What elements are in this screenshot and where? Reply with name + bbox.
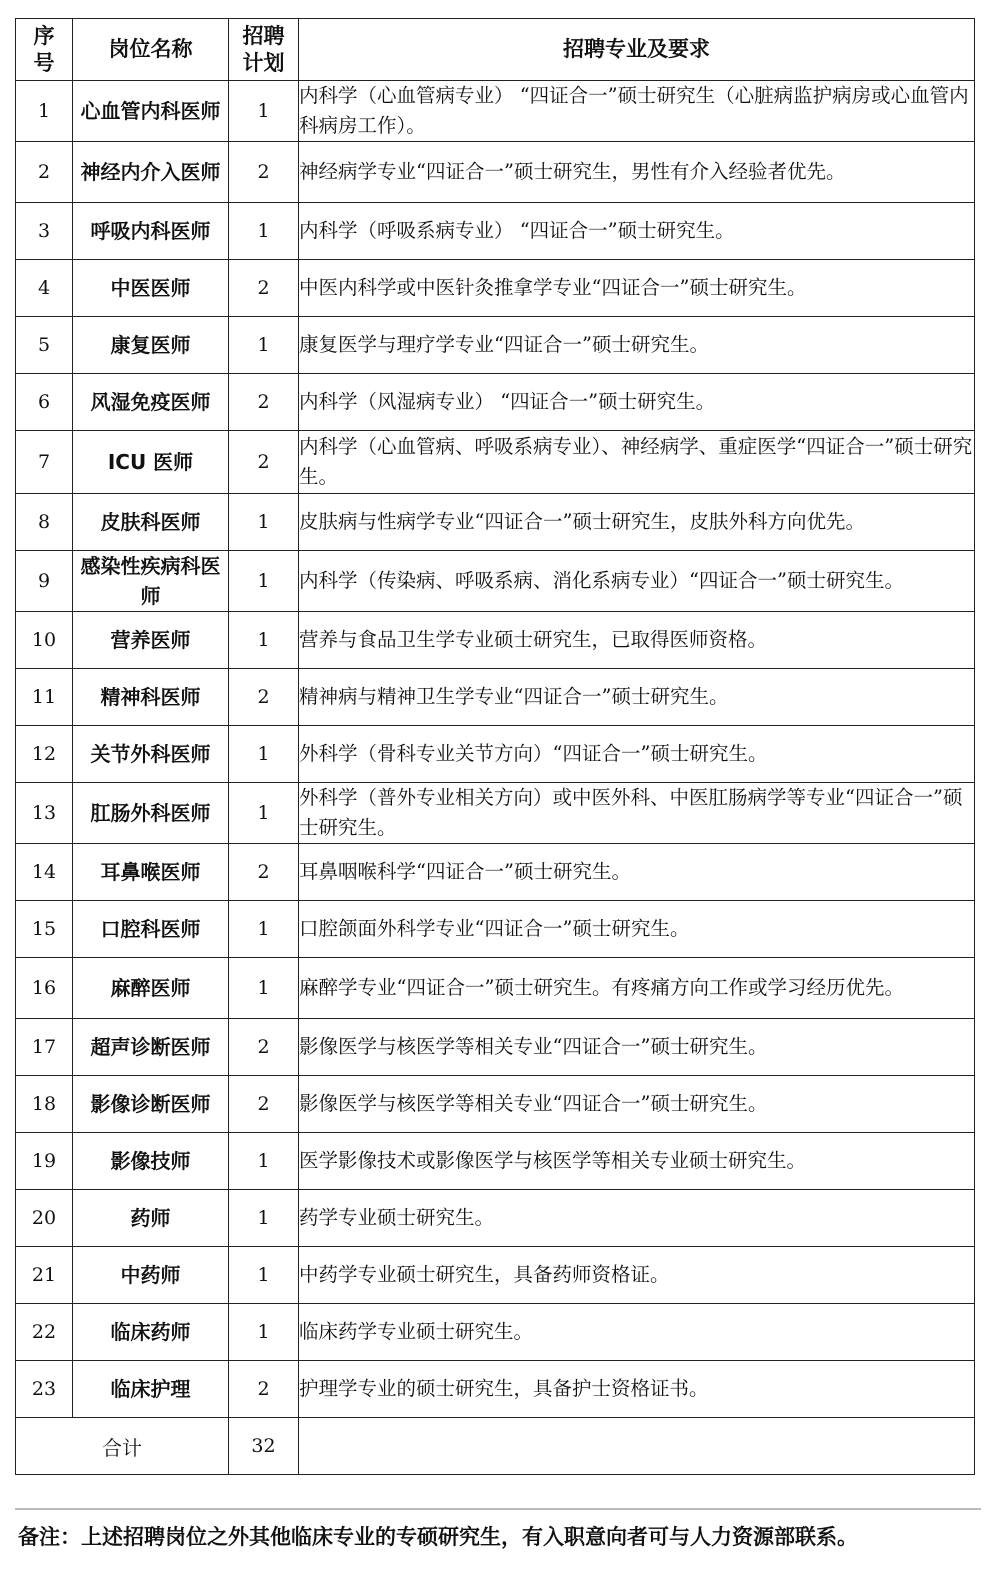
table-row: [16, 317, 975, 374]
row-recruit-count: 1: [229, 494, 299, 551]
row-recruit-count: 2: [229, 1361, 299, 1418]
row-serial-number: 14: [16, 844, 73, 901]
header-position-name: 岗位名称: [73, 19, 229, 81]
table-row: [16, 1019, 975, 1076]
row-position-name: 影像诊断医师: [73, 1076, 229, 1133]
header-recruit-plan: 招聘计划: [229, 19, 299, 81]
row-requirements: 康复医学与理疗学专业“四证合一”硕士研究生。: [299, 317, 975, 374]
table-row: [16, 901, 975, 958]
row-serial-number: 16: [16, 958, 73, 1019]
total-requirements: [299, 1418, 975, 1475]
row-recruit-count: 2: [229, 669, 299, 726]
row-requirements: 皮肤病与性病学专业“四证合一”硕士研究生，皮肤外科方向优先。: [299, 494, 975, 551]
row-position-name: 神经内介入医师: [73, 142, 229, 203]
row-position-name: 肛肠外科医师: [73, 783, 229, 844]
row-requirements: 麻醉学专业“四证合一”硕士研究生。有疼痛方向工作或学习经历优先。: [299, 958, 975, 1019]
table-row: [16, 726, 975, 783]
row-serial-number: 22: [16, 1304, 73, 1361]
row-requirements: 营养与食品卫生学专业硕士研究生，已取得医师资格。: [299, 612, 975, 669]
row-recruit-count: 1: [229, 1304, 299, 1361]
row-position-name: 呼吸内科医师: [73, 203, 229, 260]
row-requirements: 口腔颌面外科学专业“四证合一”硕士研究生。: [299, 901, 975, 958]
recruitment-table-container: [15, 18, 974, 1475]
row-position-name: 超声诊断医师: [73, 1019, 229, 1076]
row-serial-number: 20: [16, 1190, 73, 1247]
row-requirements: 内科学（风湿病专业） “四证合一”硕士研究生。: [299, 374, 975, 431]
row-requirements: 外科学（骨科专业关节方向）“四证合一”硕士研究生。: [299, 726, 975, 783]
row-requirements: 中药学专业硕士研究生，具备药师资格证。: [299, 1247, 975, 1304]
table-row: [16, 374, 975, 431]
row-serial-number: 2: [16, 142, 73, 203]
row-requirements: 影像医学与核医学等相关专业“四证合一”硕士研究生。: [299, 1076, 975, 1133]
row-serial-number: 6: [16, 374, 73, 431]
row-serial-number: 3: [16, 203, 73, 260]
row-recruit-count: 1: [229, 612, 299, 669]
header-serial-number: 序号: [16, 19, 73, 81]
table-row: [16, 1133, 975, 1190]
row-serial-number: 12: [16, 726, 73, 783]
table-row: [16, 1304, 975, 1361]
row-requirements: 精神病与精神卫生学专业“四证合一”硕士研究生。: [299, 669, 975, 726]
row-recruit-count: 1: [229, 317, 299, 374]
row-requirements: 临床药学专业硕士研究生。: [299, 1304, 975, 1361]
row-position-name: ICU 医师: [73, 431, 229, 494]
row-requirements: 中医内科学或中医针灸推拿学专业“四证合一”硕士研究生。: [299, 260, 975, 317]
table-row: [16, 958, 975, 1019]
row-recruit-count: 1: [229, 726, 299, 783]
row-position-name: 关节外科医师: [73, 726, 229, 783]
row-requirements: 神经病学专业“四证合一”硕士研究生，男性有介入经验者优先。: [299, 142, 975, 203]
row-recruit-count: 1: [229, 203, 299, 260]
note-divider: [15, 1508, 981, 1510]
row-position-name: 风湿免疫医师: [73, 374, 229, 431]
row-position-name: 中医医师: [73, 260, 229, 317]
row-position-name: 心血管内科医师: [73, 81, 229, 142]
row-recruit-count: 2: [229, 374, 299, 431]
row-recruit-count: 1: [229, 901, 299, 958]
row-position-name: 感染性疾病科医师: [73, 551, 229, 612]
row-position-name: 影像技师: [73, 1133, 229, 1190]
row-serial-number: 1: [16, 81, 73, 142]
table-row: [16, 494, 975, 551]
row-serial-number: 5: [16, 317, 73, 374]
row-recruit-count: 1: [229, 1247, 299, 1304]
row-requirements: 影像医学与核医学等相关专业“四证合一”硕士研究生。: [299, 1019, 975, 1076]
row-position-name: 康复医师: [73, 317, 229, 374]
header-requirements: 招聘专业及要求: [299, 19, 975, 81]
table-row: [16, 1076, 975, 1133]
table-row: [16, 612, 975, 669]
row-serial-number: 23: [16, 1361, 73, 1418]
row-serial-number: 19: [16, 1133, 73, 1190]
row-serial-number: 4: [16, 260, 73, 317]
row-recruit-count: 1: [229, 81, 299, 142]
row-serial-number: 7: [16, 431, 73, 494]
row-serial-number: 10: [16, 612, 73, 669]
row-position-name: 药师: [73, 1190, 229, 1247]
row-serial-number: 13: [16, 783, 73, 844]
row-recruit-count: 1: [229, 958, 299, 1019]
row-position-name: 皮肤科医师: [73, 494, 229, 551]
table-row: [16, 1247, 975, 1304]
row-recruit-count: 2: [229, 142, 299, 203]
row-position-name: 中药师: [73, 1247, 229, 1304]
table-row: [16, 669, 975, 726]
row-serial-number: 21: [16, 1247, 73, 1304]
row-position-name: 精神科医师: [73, 669, 229, 726]
footnote: 备注：上述招聘岗位之外其他临床专业的专硕研究生，有入职意向者可与人力资源部联系。: [18, 1525, 858, 1549]
row-position-name: 临床药师: [73, 1304, 229, 1361]
row-recruit-count: 1: [229, 1190, 299, 1247]
row-recruit-count: 1: [229, 551, 299, 612]
row-requirements: 外科学（普外专业相关方向）或中医外科、中医肛肠病学等专业“四证合一”硕士研究生。: [299, 783, 975, 844]
table-row: [16, 142, 975, 203]
row-recruit-count: 2: [229, 844, 299, 901]
row-requirements: 护理学专业的硕士研究生，具备护士资格证书。: [299, 1361, 975, 1418]
row-serial-number: 15: [16, 901, 73, 958]
row-serial-number: 11: [16, 669, 73, 726]
table-row: [16, 260, 975, 317]
table-row: [16, 551, 975, 612]
table-row: [16, 431, 975, 494]
row-recruit-count: 2: [229, 431, 299, 494]
row-position-name: 麻醉医师: [73, 958, 229, 1019]
total-label: 合计: [16, 1418, 229, 1475]
row-recruit-count: 2: [229, 1019, 299, 1076]
row-requirements: 内科学（心血管病、呼吸系病专业）、神经病学、重症医学“四证合一”硕士研究生。: [299, 431, 975, 494]
row-requirements: 内科学（传染病、呼吸系病、消化系病专业）“四证合一”硕士研究生。: [299, 551, 975, 612]
table-row: [16, 783, 975, 844]
row-recruit-count: 1: [229, 783, 299, 844]
table-row: [16, 203, 975, 260]
row-position-name: 临床护理: [73, 1361, 229, 1418]
row-recruit-count: 2: [229, 1076, 299, 1133]
table-row: [16, 1361, 975, 1418]
row-position-name: 口腔科医师: [73, 901, 229, 958]
recruitment-table: [15, 18, 975, 1475]
row-position-name: 营养医师: [73, 612, 229, 669]
table-row: [16, 1190, 975, 1247]
row-requirements: 耳鼻咽喉科学“四证合一”硕士研究生。: [299, 844, 975, 901]
row-serial-number: 9: [16, 551, 73, 612]
row-position-name: 耳鼻喉医师: [73, 844, 229, 901]
row-requirements: 内科学（呼吸系病专业） “四证合一”硕士研究生。: [299, 203, 975, 260]
row-serial-number: 17: [16, 1019, 73, 1076]
table-header-row: [16, 19, 975, 81]
row-recruit-count: 1: [229, 1133, 299, 1190]
row-recruit-count: 2: [229, 260, 299, 317]
table-total-row: [16, 1418, 975, 1475]
row-requirements: 医学影像技术或影像医学与核医学等相关专业硕士研究生。: [299, 1133, 975, 1190]
row-requirements: 内科学（心血管病专业） “四证合一”硕士研究生（心脏病监护病房或心血管内科病房工作）。: [299, 81, 975, 142]
row-serial-number: 18: [16, 1076, 73, 1133]
row-serial-number: 8: [16, 494, 73, 551]
total-count: 32: [229, 1418, 299, 1475]
table-row: [16, 81, 975, 142]
table-row: [16, 844, 975, 901]
row-requirements: 药学专业硕士研究生。: [299, 1190, 975, 1247]
